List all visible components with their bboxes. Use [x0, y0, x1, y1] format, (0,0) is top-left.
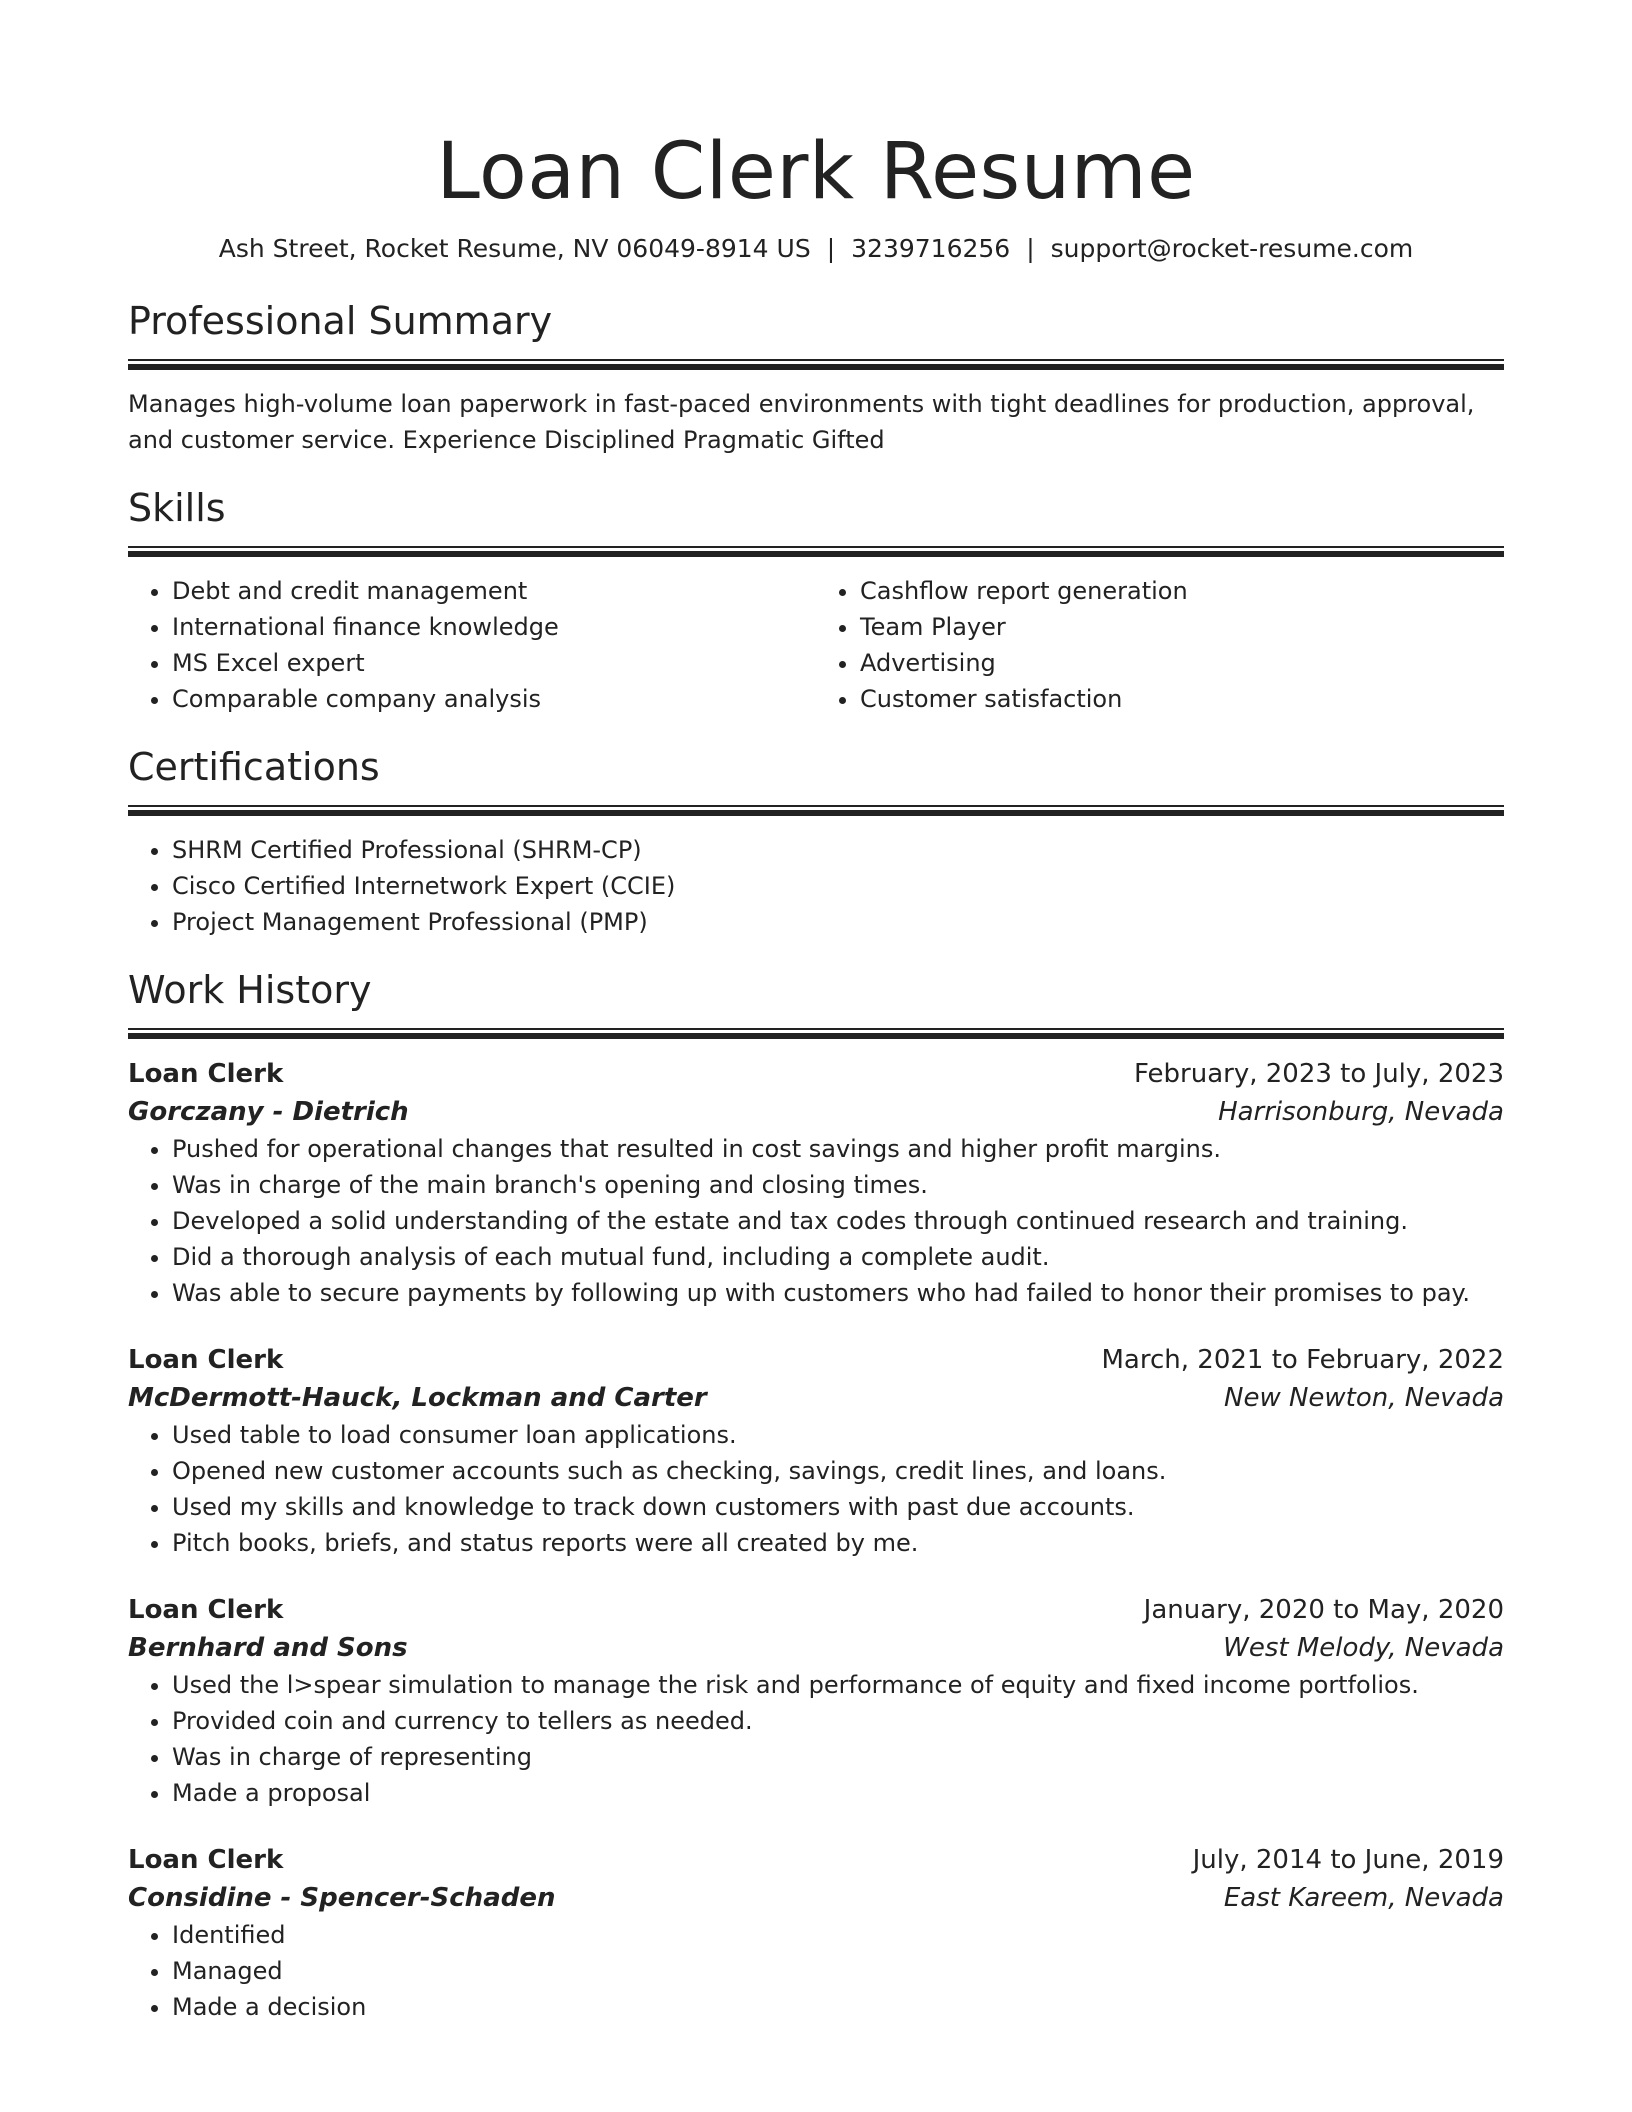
skill-item: • Customer satisfaction — [860, 681, 1504, 717]
job-dates: July, 2014 to June, 2019 — [1192, 1845, 1504, 1875]
job-dates: March, 2021 to February, 2022 — [1101, 1345, 1504, 1375]
job-company: Gorczany - Dietrich — [128, 1097, 409, 1127]
work-history-section — [128, 966, 1504, 2025]
job-bullets — [128, 1917, 1504, 2025]
job-bullets — [128, 1667, 1504, 1811]
section-divider — [128, 359, 1504, 370]
job-bullet: • Made a proposal — [172, 1775, 1504, 1811]
job-location: Harrisonburg, Nevada — [1218, 1097, 1504, 1127]
section-title: Skills — [128, 486, 226, 530]
job-bullet: • Was in charge of representing — [172, 1739, 1504, 1775]
skill-item: • Advertising — [860, 645, 1504, 681]
job-bullet: • Made a decision — [172, 1989, 1504, 2025]
certifications-section — [128, 743, 1504, 940]
job-bullet: • Opened new customer accounts such as checking, savings, credit lines, and loans. — [172, 1453, 1504, 1489]
job-company: Bernhard and Sons — [128, 1633, 408, 1663]
skill-item: • MS Excel expert — [172, 645, 816, 681]
job-entry — [128, 1841, 1504, 2025]
section-divider — [128, 1028, 1504, 1039]
job-bullet: • Developed a solid understanding of the estate and tax codes through continued research and training. — [172, 1203, 1504, 1239]
job-location: East Kareem, Nevada — [1223, 1883, 1504, 1913]
job-bullet: • Used the l>spear simulation to manage the risk and performance of equity and fixed income portfolios. — [172, 1667, 1504, 1703]
job-bullet: • Managed — [172, 1953, 1504, 1989]
job-title: Loan Clerk — [128, 1845, 284, 1875]
section-title: Certifications — [128, 745, 380, 789]
summary-text: Manages high-volume loan paperwork in fast-paced environments with tight deadlines for production, approval, and customer service. Experience Disciplined Pragmatic Gifted — [128, 390, 1475, 454]
separator: | — [1026, 234, 1035, 263]
phone: 3239716256 — [851, 234, 1011, 263]
certifications-list — [128, 832, 1504, 940]
job-dates: January, 2020 to May, 2020 — [1143, 1595, 1504, 1625]
separator: | — [826, 234, 836, 263]
job-bullet: • Used table to load consumer loan applications. — [172, 1417, 1504, 1453]
skill-item: • Comparable company analysis — [172, 681, 816, 717]
skill-item: • International finance knowledge — [172, 609, 816, 645]
job-bullet: • Pitch books, briefs, and status reports were all created by me. — [172, 1525, 1504, 1561]
skills-column-right — [816, 573, 1504, 717]
job-title: Loan Clerk — [128, 1595, 284, 1625]
certification-item: • Cisco Certified Internetwork Expert (CCIE) — [172, 868, 1504, 904]
skill-item: • Debt and credit management — [172, 573, 816, 609]
section-title: Work History — [128, 968, 372, 1012]
email: support@rocket-resume.com — [1050, 234, 1414, 263]
job-bullet: • Did a thorough analysis of each mutual fund, including a complete audit. — [172, 1239, 1504, 1275]
job-location: West Melody, Nevada — [1223, 1633, 1504, 1663]
summary-section — [128, 297, 1504, 458]
job-location: New Newton, Nevada — [1224, 1383, 1504, 1413]
job-bullets — [128, 1417, 1504, 1561]
job-bullets — [128, 1131, 1504, 1311]
section-divider — [128, 546, 1504, 557]
job-entry — [128, 1055, 1504, 1311]
job-bullet: • Used my skills and knowledge to track down customers with past due accounts. — [172, 1489, 1504, 1525]
skills-list — [128, 573, 1504, 717]
skills-section — [128, 484, 1504, 717]
job-company: McDermott-Hauck, Lockman and Carter — [128, 1383, 707, 1413]
certification-item: • SHRM Certified Professional (SHRM-CP) — [172, 832, 1504, 868]
section-title: Professional Summary — [128, 299, 553, 343]
job-bullet: • Was able to secure payments by following up with customers who had failed to honor their promises to pay. — [172, 1275, 1504, 1311]
contact-line — [128, 232, 1504, 266]
job-entry — [128, 1341, 1504, 1561]
job-dates: February, 2023 to July, 2023 — [1134, 1059, 1504, 1089]
job-title: Loan Clerk — [128, 1059, 284, 1089]
job-company: Considine - Spencer-Schaden — [128, 1883, 556, 1913]
skill-item: • Team Player — [860, 609, 1504, 645]
job-bullet: • Identified — [172, 1917, 1504, 1953]
resume-title: Loan Clerk Resume — [436, 127, 1196, 217]
section-divider — [128, 805, 1504, 816]
address: Ash Street, Rocket Resume, NV 06049-8914 US — [218, 234, 811, 263]
job-title: Loan Clerk — [128, 1345, 284, 1375]
job-bullet: • Pushed for operational changes that resulted in cost savings and higher profit margins. — [172, 1131, 1504, 1167]
job-bullet: • Provided coin and currency to tellers as needed. — [172, 1703, 1504, 1739]
skills-column-left — [128, 573, 816, 717]
job-bullet: • Was in charge of the main branch's opening and closing times. — [172, 1167, 1504, 1203]
certification-item: • Project Management Professional (PMP) — [172, 904, 1504, 940]
skill-item: • Cashflow report generation — [860, 573, 1504, 609]
job-entry — [128, 1591, 1504, 1811]
